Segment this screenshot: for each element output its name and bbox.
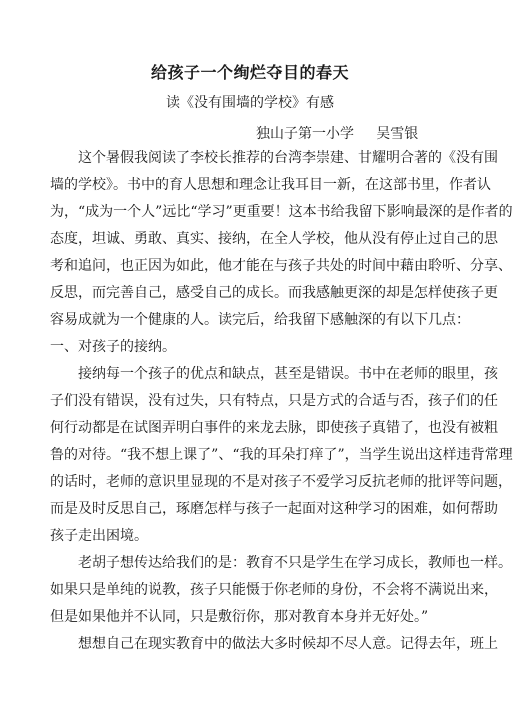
document-subtitle: 读《没有围墙的学校》有感 — [166, 95, 334, 111]
body-line: 态度，坦诚、勇敢、真实、接纳，在全人学校，他从没有停止过自己的思 — [50, 231, 498, 247]
body-line: 接纳每一个孩子的优点和缺点，甚至是错误。书中在老师的眼里，孩 — [78, 366, 498, 382]
body-line: 如果只是单纯的说教，孩子只能慑于你老师的身份，不会将不满说出来， — [50, 582, 498, 598]
body-line: 老胡子想传达给我们的是：教育不只是学生在学习成长，教师也一样。 — [78, 555, 512, 571]
body-line: 子们没有错误，没有过失，只有特点，只是方式的合适与否，孩子们的任 — [50, 393, 498, 409]
body-line: 但是如果他并不认同，只是敷衍你，那对教育本身并无好处。” — [50, 609, 429, 625]
body-line: 墙的学校》。书中的育人思想和理念让我耳目一新，在这部书里，作者认 — [50, 177, 491, 193]
body-line: 容易成就为一个健康的人。读完后，给我留下感触深的有以下几点： — [50, 312, 470, 328]
body-line: 何行动都是在试图弄明白事件的来龙去脉，即使孩子真错了，也没有被粗 — [50, 420, 498, 436]
body-line: 反思，而完善自己，感受自己的成长。而我感触更深的却是怎样使孩子更 — [50, 285, 498, 301]
body-line: 考和追问，也正因为如此，他才能在与孩子共处的时间中藉由聆听、分享、 — [50, 258, 512, 274]
document-title: 给孩子一个绚烂夺目的春天 — [150, 63, 349, 82]
body-line: 而是及时反思自己，琢磨怎样与孩子一起面对这种学习的困难，如何帮助 — [50, 501, 498, 517]
body-line: 的话时，老师的意识里显现的不是对孩子不爱学习反抗老师的批评等问题， — [50, 474, 512, 490]
body-line: 想想自己在现实教育中的做法大多时候却不尽人意。记得去年，班上 — [78, 636, 498, 652]
section-heading: 一、对孩子的接纳。 — [50, 339, 176, 355]
body-line: 这个暑假我阅读了李校长推荐的台湾李崇建、甘耀明合著的《没有围 — [78, 150, 498, 166]
body-line: 鲁的对待。“我不想上课了”、“我的耳朵打痒了”，当学生说出这样违背常理 — [50, 447, 513, 463]
body-line: 为，“成为一个人”远比“学习”更重要！这本书给我留下影响最深的是作者的 — [50, 204, 513, 220]
body-line: 孩子走出困境。 — [50, 528, 148, 544]
author-line: 独山子第一小学 吴雪银 — [256, 126, 419, 142]
